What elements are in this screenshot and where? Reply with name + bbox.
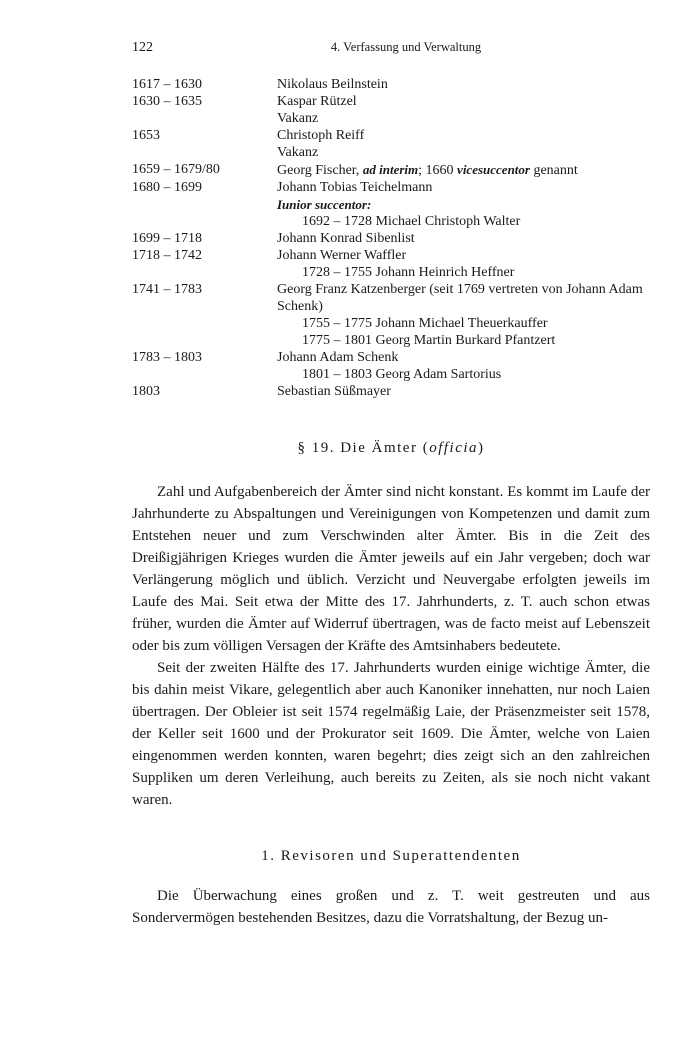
roster-name: Vakanz	[277, 145, 319, 160]
roster-years	[132, 366, 277, 383]
roster-name: 1755 – 1775 Johann Michael Theuerkauffer	[302, 316, 548, 331]
name-part: Georg Fischer,	[277, 163, 363, 178]
roster-row	[132, 315, 650, 332]
roster-years: 1718 – 1742	[132, 248, 202, 263]
section-heading-text: § 19. Die Ämter (	[297, 440, 430, 456]
roster-row	[132, 127, 650, 144]
roster-years: 1659 – 1679/80	[132, 162, 220, 177]
roster-row	[132, 230, 650, 247]
roster-name: Georg Franz Katzenberger (seit 1769 vertreten von Johann Adam Schenk)	[277, 282, 643, 314]
roster-row	[132, 76, 650, 93]
roster-row	[132, 264, 650, 281]
paragraph: Seit der zweiten Hälfte des 17. Jahrhunderts wurden einige wichtige Ämter, die bis dahin meist Vikare, gelegentlich aber auch Kanoniker innehatten, nur noch Laien übertragen. Der Obleier ist seit 1574 regelmäßig Laie, der Präsenzmeister seit 1578, der Keller seit 1600 und der Prokurator seit 1609. Die Ämter, welche von Laien eingenommen werden konnten, waren begehrt; dies zeigt sich an den zahlreichen Suppliken um deren Verleihung, auch bereits zu Zeiten, als sie noch nicht vakant waren.	[132, 660, 650, 808]
roster-years: 1653	[132, 128, 160, 143]
name-italic: vicesuccentor	[457, 162, 530, 177]
roster-row	[132, 366, 650, 383]
roster-years	[132, 213, 277, 230]
roster-subheading: Iunior succentor:	[277, 197, 372, 212]
roster-row	[132, 144, 650, 161]
roster-row	[132, 332, 650, 349]
succentor-roster	[132, 76, 650, 400]
name-part: ; 1660	[418, 163, 458, 178]
paragraph: Zahl und Aufgabenbereich der Ämter sind nicht konstant. Es kommt im Laufe der Jahrhunderte zu Abspaltungen und Vereinigungen von Kompetenzen und damit zum Entstehen neuer und zum Verschwinden alter Ämter. Bis in die Zeit des Dreißigjährigen Krieges wurden die Ämter jeweils auf ein Jahr vergeben; doch war Verlängerung möglich und üblich. Verzicht und Neuvergabe erfolgten jeweils im Laufe des Mai. Seit etwa der Mitte des 17. Jahrhunderts, z. T. auch schon etwas früher, wurden die Ämter auf Widerruf übertragen, was de facto meist auf Lebenszeit oder bis zum völligen Versagen der Kräfte des Amtsinhabers bedeutete.	[132, 484, 650, 654]
name-part: genannt	[529, 163, 578, 178]
roster-years	[132, 315, 277, 332]
roster-years: 1680 – 1699	[132, 180, 202, 195]
subsection-body	[132, 885, 650, 929]
roster-name: 1728 – 1755 Johann Heinrich Heffner	[302, 265, 515, 280]
roster-years	[132, 110, 277, 127]
roster-years	[132, 332, 277, 349]
roster-row	[132, 196, 650, 213]
section-body	[132, 481, 650, 811]
subsection-heading: 1. Revisoren und Superattendenten	[261, 848, 521, 864]
roster-years	[132, 144, 277, 161]
roster-row	[132, 110, 650, 127]
roster-years: 1803	[132, 384, 160, 399]
roster-name: Nikolaus Beilnstein	[277, 77, 388, 92]
roster-row	[132, 349, 650, 366]
roster-name: Kaspar Rützel	[277, 94, 357, 109]
page-header	[132, 40, 650, 60]
roster-name: 1775 – 1801 Georg Martin Burkard Pfantzert	[302, 333, 556, 348]
roster-years: 1630 – 1635	[132, 94, 202, 109]
roster-name: Johann Konrad Sibenlist	[277, 231, 415, 246]
section-heading-close: )	[478, 440, 485, 456]
roster-name: Christoph Reiff	[277, 128, 365, 143]
running-head: 4. Verfassung und Verwaltung	[330, 40, 482, 54]
page-number: 122	[132, 40, 153, 55]
roster-row	[132, 281, 650, 315]
section-heading-italic: officia	[429, 440, 479, 456]
roster-name: Johann Tobias Teichelmann	[277, 180, 433, 195]
roster-name: 1692 – 1728 Michael Christoph Walter	[302, 214, 521, 229]
roster-name: Sebastian Süßmayer	[277, 384, 391, 399]
roster-name: Vakanz	[277, 111, 319, 126]
section-heading	[132, 440, 650, 457]
roster-years: 1699 – 1718	[132, 231, 202, 246]
roster-name	[277, 161, 650, 179]
name-italic: ad interim	[362, 162, 419, 177]
roster-years: 1783 – 1803	[132, 350, 202, 365]
roster-row	[132, 247, 650, 264]
roster-years	[132, 196, 277, 213]
roster-name: 1801 – 1803 Georg Adam Sartorius	[302, 367, 502, 382]
roster-name: Johann Werner Waffler	[277, 248, 407, 263]
roster-name: Johann Adam Schenk	[277, 350, 399, 365]
roster-row	[132, 179, 650, 196]
roster-row	[132, 161, 650, 179]
roster-row	[132, 93, 650, 110]
paragraph: Die Überwachung eines großen und z. T. weit gestreuten und aus Sondervermögen bestehenden Besitzes, dazu die Vorratshaltung, der Bezug un-	[132, 888, 650, 926]
roster-row	[132, 213, 650, 230]
roster-years: 1741 – 1783	[132, 282, 202, 297]
roster-row	[132, 383, 650, 400]
roster-years: 1617 – 1630	[132, 77, 202, 92]
roster-years	[132, 264, 277, 281]
